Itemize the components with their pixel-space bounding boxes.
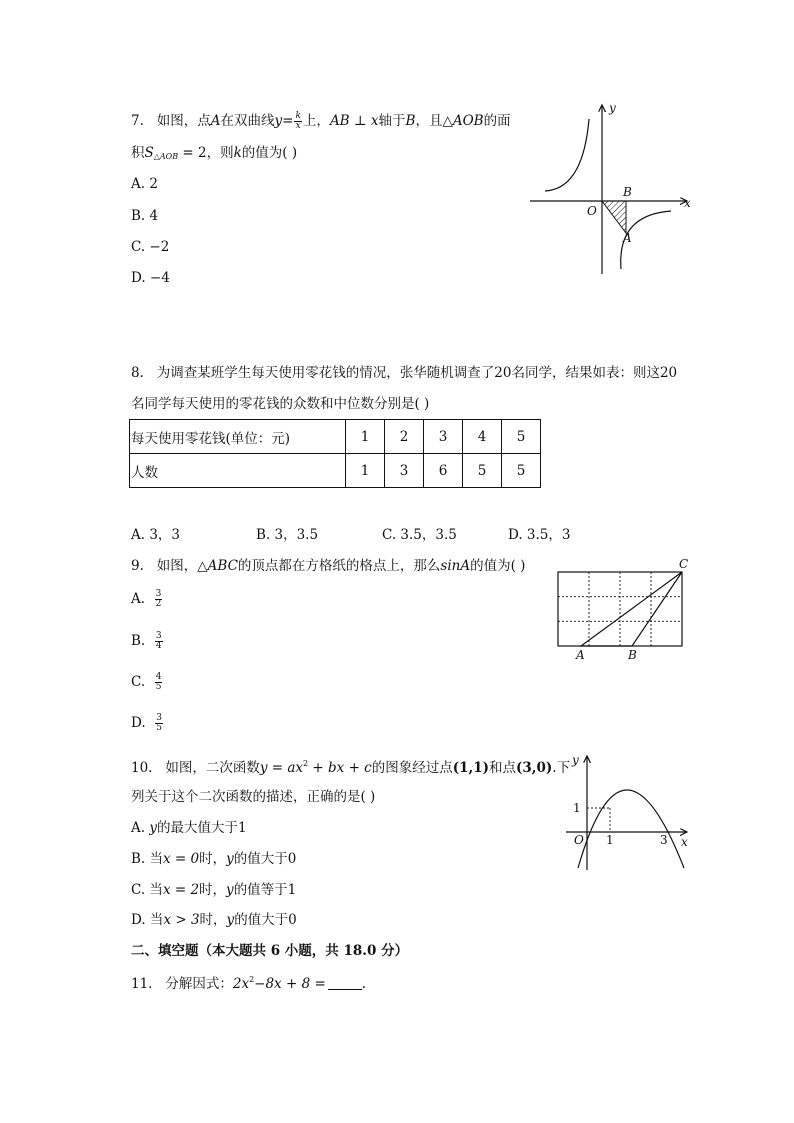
q8-option-b: B. 3，3.5 (256, 527, 319, 543)
table-cell: 1 (346, 420, 385, 454)
q10-option-b: B. 当x = 0时，y的值大于0 (131, 851, 297, 867)
table-cell: 5 (463, 454, 502, 488)
label-3: 3 (660, 833, 668, 847)
q9-option-b: B. $\frac{3}{4}$ (131, 631, 162, 651)
triangle-aob (602, 201, 626, 233)
q7-stem-line1: 7. 如图，点A在双曲线y= $\frac{k}{x}$ 上，AB ⊥ x轴于B，且△AOB的面 (131, 111, 511, 131)
guide-lines (587, 808, 610, 832)
q10-stem-line2: 列关于这个二次函数的描述，正确的是( ) (131, 789, 376, 805)
table-cell: 3 (385, 454, 424, 488)
q7-option-b: B. 4 (131, 208, 159, 224)
label-o: O (587, 204, 597, 218)
q10-option-d: D. 当x > 3时，y的值大于0 (131, 912, 297, 928)
label-c: C (679, 557, 689, 571)
table-cell: 6 (424, 454, 463, 488)
table-row (130, 454, 541, 488)
q7-option-c: C. −2 (131, 239, 170, 255)
label-b: B (623, 185, 632, 199)
q9-option-c: C. $\frac{4}{5}$ (131, 672, 162, 692)
section-title-fill-blanks: 二、填空题（本大题共 6 小题，共 18.0 分） (131, 943, 409, 959)
q10-parabola-figure (560, 748, 695, 873)
table-cell: 4 (463, 420, 502, 454)
q9-stem: 9. 如图，△ABC的顶点都在方格纸的格点上，那么sinA的值为( ) (131, 558, 526, 574)
table-cell: 5 (502, 454, 541, 488)
q9-grid-figure (550, 556, 695, 663)
table-header-cell: 人数 (130, 454, 346, 488)
q8-stem-line2: 名同学每天使用的零花钱的众数和中位数分别是( ) (131, 396, 430, 412)
q8-option-a: A. 3，3 (131, 527, 181, 543)
q7-hyperbola-figure (525, 97, 700, 277)
label-a: A (623, 231, 632, 245)
q8-option-c: C. 3.5，3.5 (382, 527, 457, 543)
label-x: x (681, 835, 688, 849)
q7-option-a: A. 2 (131, 176, 158, 192)
table-cell: 1 (346, 454, 385, 488)
q8-stem-line1: 8. 为调查某班学生每天使用零花钱的情况，张华随机调查了20名同学，结果如表：则这20 (131, 365, 678, 381)
grid-lines (558, 572, 682, 646)
table-row (130, 420, 541, 454)
q8-option-d: D. 3.5，3 (508, 527, 571, 543)
q10-option-c: C. 当x = 2时，y的值等于1 (131, 882, 297, 898)
q11-stem: 11. 分解因式：$2x^2-8x + 8$ = . (131, 975, 367, 992)
label-y: y (572, 753, 579, 767)
hyperbola-branch-left (545, 119, 589, 191)
table-cell: 5 (502, 420, 541, 454)
table-header-cell: 每天使用零花钱(单位：元) (130, 420, 346, 454)
label-1-x: 1 (606, 833, 614, 847)
q7-option-d: D. −4 (131, 270, 170, 286)
table-cell: 2 (385, 420, 424, 454)
label-1-y: 1 (573, 801, 581, 815)
q8-data-table (129, 419, 541, 488)
parabola-curve (578, 790, 684, 868)
label-b: B (628, 648, 637, 662)
label-a: A (576, 648, 585, 662)
triangle-abc (581, 572, 682, 646)
label-o: O (574, 833, 584, 847)
q7-stem-line2: 积$S_{\triangle AOB} = 2$，则k的值为( ) (131, 145, 298, 161)
q9-option-d: D. $\frac{3}{5}$ (131, 713, 162, 733)
table-cell: 3 (424, 420, 463, 454)
q10-option-a: A. y的最大值大于1 (131, 820, 247, 836)
q9-option-a: A. $\frac{3}{2}$ (131, 589, 162, 609)
label-x: x (684, 196, 691, 210)
answer-blank[interactable] (328, 977, 362, 990)
hyperbola-fraction: $\frac{k}{x}$ (295, 111, 301, 131)
label-y: y (609, 101, 616, 115)
q10-stem-line1: 10. 如图，二次函数$y = ax^2$ + bx + c的图象经过点(1,1)和点(3,0).下 (131, 759, 571, 776)
